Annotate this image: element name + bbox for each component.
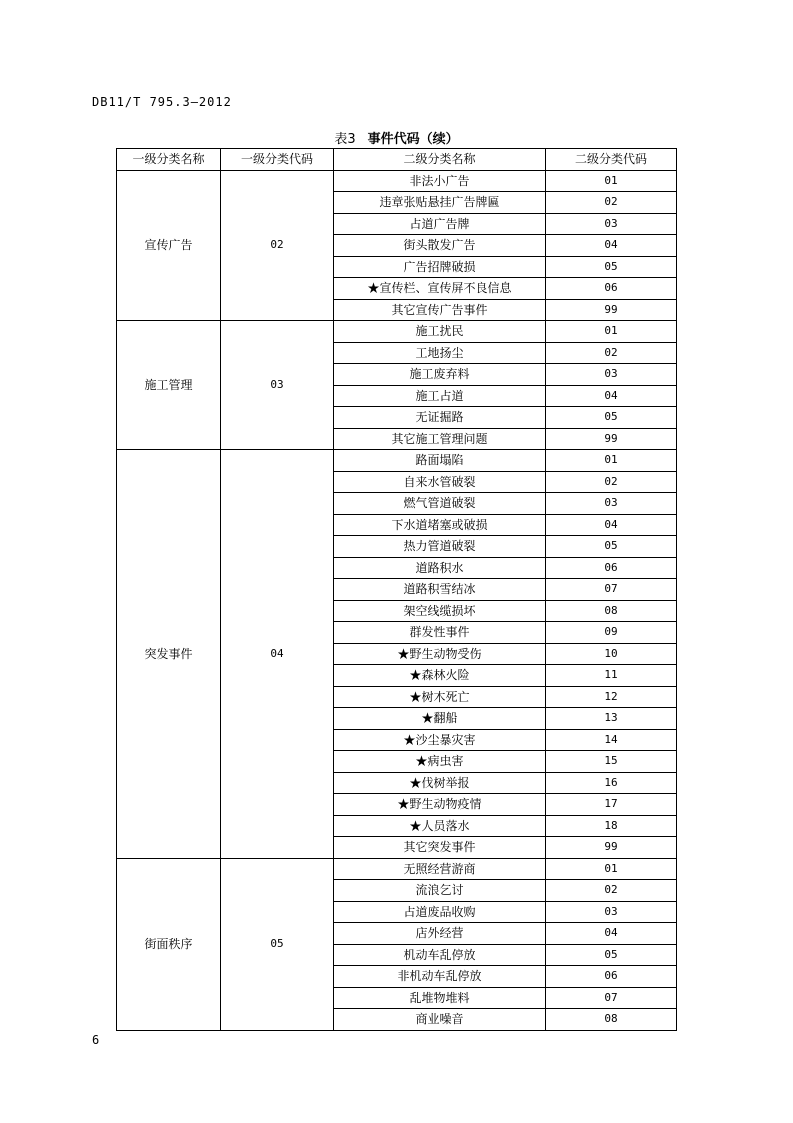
page-number: 6	[92, 1033, 100, 1047]
level2-category-code: 04	[546, 514, 677, 536]
level2-category-name: 群发性事件	[334, 622, 546, 644]
level2-category-code: 01	[546, 321, 677, 343]
level2-category-code: 02	[546, 880, 677, 902]
level2-category-code: 01	[546, 858, 677, 880]
level2-category-name: 无证掘路	[334, 407, 546, 429]
level2-category-code: 99	[546, 299, 677, 321]
level2-category-code: 07	[546, 579, 677, 601]
level2-category-code: 08	[546, 600, 677, 622]
level2-category-code: 14	[546, 729, 677, 751]
level2-category-name: 道路积水	[334, 557, 546, 579]
level2-category-name: 乱堆物堆料	[334, 987, 546, 1009]
level2-category-name: 机动车乱停放	[334, 944, 546, 966]
level2-category-name: 其它突发事件	[334, 837, 546, 859]
level1-category-code: 02	[221, 170, 334, 321]
table-number: 表3	[334, 132, 356, 147]
level2-category-name: ★树木死亡	[334, 686, 546, 708]
level2-category-code: 03	[546, 213, 677, 235]
level2-category-name: 施工占道	[334, 385, 546, 407]
level2-category-name: 施工扰民	[334, 321, 546, 343]
level2-category-name: 店外经营	[334, 923, 546, 945]
level2-category-code: 18	[546, 815, 677, 837]
level2-category-name: 工地扬尘	[334, 342, 546, 364]
level2-category-name: 其它宣传广告事件	[334, 299, 546, 321]
level1-category-name: 突发事件	[117, 450, 221, 859]
level2-category-code: 10	[546, 643, 677, 665]
level2-category-code: 01	[546, 170, 677, 192]
level2-category-code: 13	[546, 708, 677, 730]
table-title: 事件代码（续）	[367, 132, 459, 147]
level2-category-name: 架空线缆损坏	[334, 600, 546, 622]
level2-category-code: 05	[546, 944, 677, 966]
level2-category-name: ★沙尘暴灾害	[334, 729, 546, 751]
level2-category-code: 11	[546, 665, 677, 687]
level2-category-name: 燃气管道破裂	[334, 493, 546, 515]
table-header-row	[117, 149, 677, 171]
header-level1-name: 一级分类名称	[117, 149, 221, 171]
level1-category-name: 施工管理	[117, 321, 221, 450]
level2-category-name: ★宣传栏、宣传屏不良信息	[334, 278, 546, 300]
table-caption	[0, 128, 793, 147]
table-row	[117, 321, 677, 343]
level2-category-code: 02	[546, 471, 677, 493]
level1-category-name: 宣传广告	[117, 170, 221, 321]
level2-category-name: 街头散发广告	[334, 235, 546, 257]
level2-category-code: 01	[546, 450, 677, 472]
level2-category-code: 06	[546, 966, 677, 988]
level2-category-code: 09	[546, 622, 677, 644]
level2-category-name: 占道废品收购	[334, 901, 546, 923]
level2-category-name: 商业噪音	[334, 1009, 546, 1031]
level2-category-name: 无照经营游商	[334, 858, 546, 880]
level1-category-code: 05	[221, 858, 334, 1030]
level2-category-name: ★伐树举报	[334, 772, 546, 794]
level2-category-name: 流浪乞讨	[334, 880, 546, 902]
level2-category-code: 04	[546, 385, 677, 407]
level2-category-name: 自来水管破裂	[334, 471, 546, 493]
level2-category-code: 16	[546, 772, 677, 794]
level2-category-name: 非机动车乱停放	[334, 966, 546, 988]
level2-category-code: 08	[546, 1009, 677, 1031]
table-body	[117, 170, 677, 1030]
level2-category-name: ★人员落水	[334, 815, 546, 837]
level2-category-code: 05	[546, 407, 677, 429]
level2-category-code: 03	[546, 493, 677, 515]
level2-category-code: 17	[546, 794, 677, 816]
level2-category-name: 非法小广告	[334, 170, 546, 192]
level2-category-name: ★翻船	[334, 708, 546, 730]
level2-category-name: ★野生动物疫情	[334, 794, 546, 816]
document-code: DB11/T 795.3—2012	[92, 95, 232, 109]
level2-category-code: 99	[546, 428, 677, 450]
level2-category-name: ★病虫害	[334, 751, 546, 773]
header-level2-code: 二级分类代码	[546, 149, 677, 171]
level2-category-code: 05	[546, 536, 677, 558]
table-row	[117, 858, 677, 880]
header-level1-code: 一级分类代码	[221, 149, 334, 171]
event-code-table	[116, 148, 677, 1031]
header-level2-name: 二级分类名称	[334, 149, 546, 171]
level2-category-code: 02	[546, 342, 677, 364]
level1-category-code: 04	[221, 450, 334, 859]
level2-category-name: ★森林火险	[334, 665, 546, 687]
level2-category-code: 07	[546, 987, 677, 1009]
level2-category-name: 违章张贴悬挂广告牌匾	[334, 192, 546, 214]
level2-category-code: 06	[546, 557, 677, 579]
level1-category-code: 03	[221, 321, 334, 450]
level2-category-code: 03	[546, 364, 677, 386]
level2-category-code: 06	[546, 278, 677, 300]
level2-category-code: 04	[546, 923, 677, 945]
level2-category-code: 99	[546, 837, 677, 859]
level2-category-code: 03	[546, 901, 677, 923]
level2-category-name: 路面塌陷	[334, 450, 546, 472]
level2-category-code: 02	[546, 192, 677, 214]
level2-category-name: 道路积雪结冰	[334, 579, 546, 601]
level2-category-code: 04	[546, 235, 677, 257]
level2-category-name: 广告招牌破损	[334, 256, 546, 278]
level2-category-name: ★野生动物受伤	[334, 643, 546, 665]
table-row	[117, 450, 677, 472]
level2-category-code: 15	[546, 751, 677, 773]
level2-category-code: 05	[546, 256, 677, 278]
level2-category-name: 热力管道破裂	[334, 536, 546, 558]
level2-category-code: 12	[546, 686, 677, 708]
level1-category-name: 街面秩序	[117, 858, 221, 1030]
table-row	[117, 170, 677, 192]
level2-category-name: 施工废弃料	[334, 364, 546, 386]
level2-category-name: 占道广告牌	[334, 213, 546, 235]
level2-category-name: 下水道堵塞或破损	[334, 514, 546, 536]
level2-category-name: 其它施工管理问题	[334, 428, 546, 450]
